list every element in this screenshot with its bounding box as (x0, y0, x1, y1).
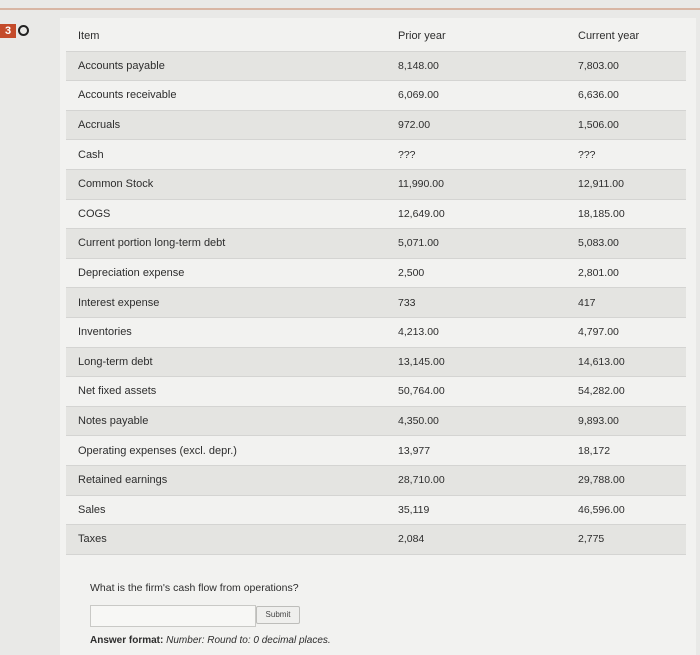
row-prior-value: 12,649.00 (398, 207, 445, 220)
table-row (66, 140, 686, 170)
status-circle-icon (18, 25, 29, 36)
question-text: What is the firm's cash flow from operations? (90, 582, 299, 594)
row-item-label: Cash (78, 148, 104, 161)
row-current-value: 7,803.00 (578, 59, 619, 72)
row-current-value: 54,282.00 (578, 385, 625, 398)
row-current-value: 18,185.00 (578, 207, 625, 220)
table-row (66, 169, 686, 199)
row-current-value: 12,911.00 (578, 178, 624, 191)
row-current-value: 18,172 (578, 444, 611, 457)
row-item-label: Notes payable (78, 415, 149, 428)
row-prior-value: 28,710.00 (398, 474, 445, 487)
row-current-value: 14,613.00 (578, 355, 625, 368)
table-row (66, 199, 686, 229)
row-current-value: 6,636.00 (578, 89, 619, 102)
table-row (66, 436, 686, 466)
table-row (66, 110, 686, 140)
row-current-value: 1,506.00 (578, 119, 619, 132)
row-current-value: 46,596.00 (578, 503, 625, 516)
row-current-value: 4,797.00 (578, 326, 619, 339)
row-current-value: 5,083.00 (578, 237, 619, 250)
row-prior-value: 11,990.00 (398, 178, 444, 191)
row-prior-value: 733 (398, 296, 416, 309)
row-prior-value: 13,145.00 (398, 355, 445, 368)
row-item-label: Inventories (78, 326, 132, 339)
row-prior-value: 5,071.00 (398, 237, 439, 250)
row-current-value: 417 (578, 296, 596, 309)
row-prior-value: 4,350.00 (398, 415, 439, 428)
table-row (66, 495, 686, 525)
table-row (66, 406, 686, 436)
row-prior-value: 35,119 (398, 503, 430, 516)
row-item-label: Taxes (78, 533, 107, 546)
table-row (66, 377, 686, 407)
row-prior-value: ??? (398, 148, 416, 161)
submit-button[interactable]: Submit (256, 606, 300, 624)
header-item: Item (78, 30, 100, 43)
row-prior-value: 2,084 (398, 533, 425, 546)
answer-format-text: Number: Round to: 0 decimal places. (166, 635, 331, 646)
row-item-label: COGS (78, 207, 111, 220)
table-row (66, 317, 686, 347)
table-row (66, 288, 686, 318)
row-prior-value: 6,069.00 (398, 89, 439, 102)
row-current-value: 2,801.00 (578, 267, 619, 280)
answer-format-note (90, 635, 331, 646)
row-prior-value: 50,764.00 (398, 385, 445, 398)
header-current-year: Current year (578, 30, 640, 43)
table-row (66, 525, 686, 555)
table-row (66, 229, 686, 259)
row-item-label: Sales (78, 503, 106, 516)
question-number-badge: 3 (0, 24, 16, 38)
table-row (66, 258, 686, 288)
row-item-label: Accounts payable (78, 59, 165, 72)
row-item-label: Net fixed assets (78, 385, 157, 398)
row-item-label: Long-term debt (78, 355, 153, 368)
row-current-value: ??? (578, 148, 596, 161)
row-item-label: Retained earnings (78, 474, 168, 487)
row-item-label: Accounts receivable (78, 89, 177, 102)
row-current-value: 29,788.00 (578, 474, 625, 487)
table-row (66, 347, 686, 377)
top-divider (0, 8, 700, 10)
row-item-label: Common Stock (78, 178, 154, 191)
header-prior-year: Prior year (398, 30, 446, 43)
row-prior-value: 8,148.00 (398, 59, 439, 72)
row-item-label: Current portion long-term debt (78, 237, 226, 250)
row-item-label: Accruals (78, 119, 121, 132)
answer-input[interactable] (90, 605, 256, 627)
table-row (66, 51, 686, 81)
row-current-value: 2,775 (578, 533, 605, 546)
row-item-label: Operating expenses (excl. depr.) (78, 444, 237, 457)
row-prior-value: 13,977 (398, 444, 431, 457)
row-current-value: 9,893.00 (578, 415, 619, 428)
row-prior-value: 2,500 (398, 267, 425, 280)
table-header-row (66, 22, 686, 51)
row-prior-value: 972.00 (398, 119, 431, 132)
financial-data-table (66, 22, 686, 555)
row-prior-value: 4,213.00 (398, 326, 439, 339)
row-item-label: Interest expense (78, 296, 160, 309)
row-item-label: Depreciation expense (78, 267, 185, 280)
table-row (66, 81, 686, 111)
table-row (66, 465, 686, 495)
answer-format-label: Answer format: (90, 635, 164, 646)
